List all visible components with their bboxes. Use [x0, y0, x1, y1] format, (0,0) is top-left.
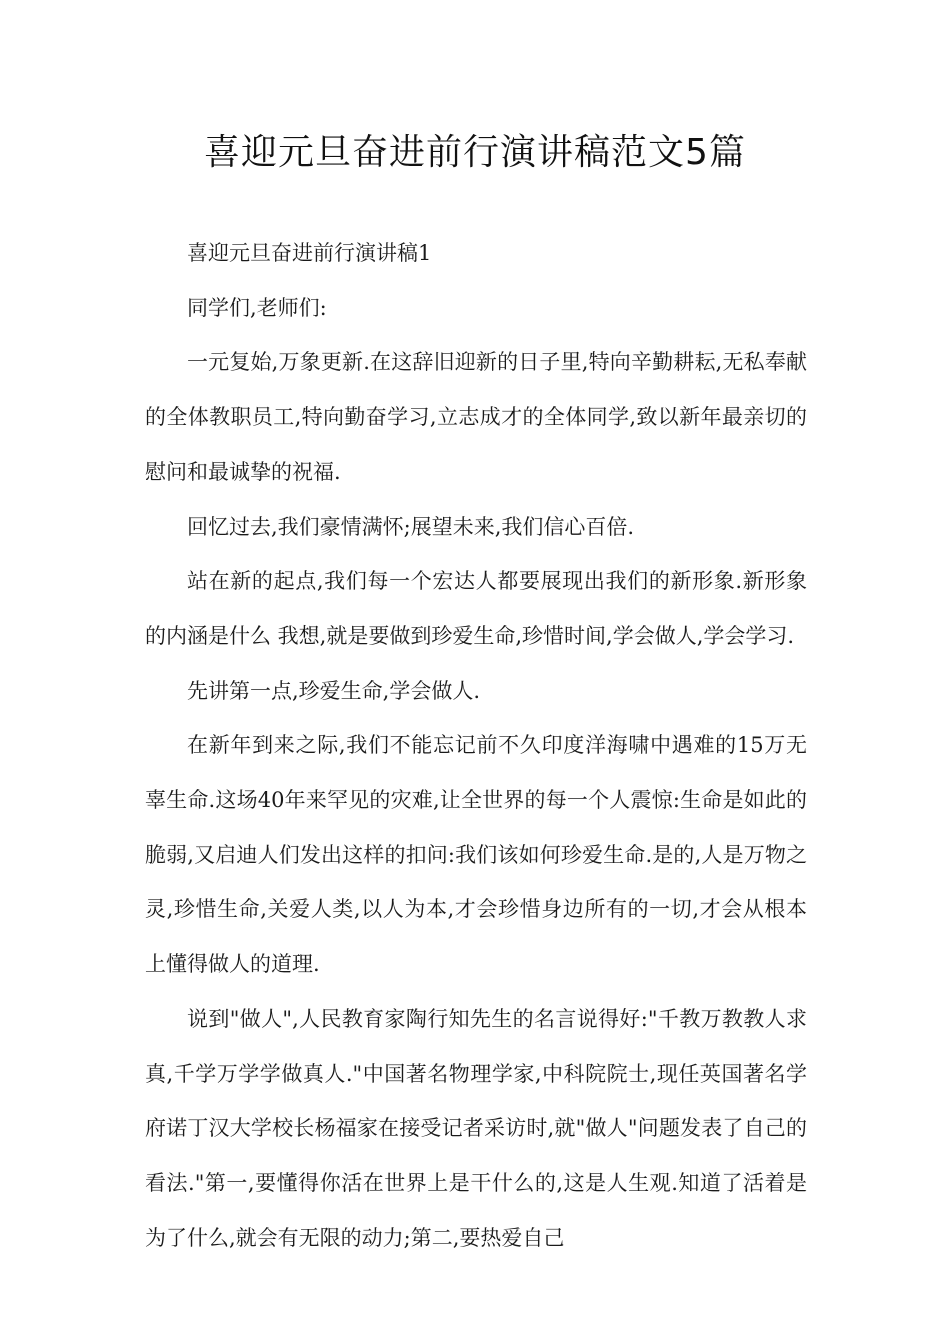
paragraph: 站在新的起点,我们每一个宏达人都要展现出我们的新形象.新形象的内涵是什么 我想,就是要做到珍爱生命,珍惜时间,学会做人,学会学习. [145, 569, 807, 648]
paragraph: 一元复始,万象更新.在这辞旧迎新的日子里,特向辛勤耕耘,无私奉献的全体教职员工,特向勤奋学习,立志成才的全体同学,致以新年最亲切的慰问和最诚挚的祝福. [145, 350, 807, 484]
document-body [145, 226, 807, 1265]
section-heading: 喜迎元旦奋进前行演讲稿1 [187, 241, 432, 265]
paragraph: 在新年到来之际,我们不能忘记前不久印度洋海啸中遇难的15万无辜生命.这场40年来罕见的灾难,让全世界的每一个人震惊:生命是如此的脆弱,又启迪人们发出这样的扣问:我们该如何珍爱生命.是的,人是万物之灵,珍惜生命,关爱人类,以人为本,才会珍惜身边所有的一切,才会从根本上懂得做人的道理. [145, 733, 807, 977]
paragraph: 先讲第一点,珍爱生命,学会做人. [187, 678, 481, 703]
paragraph: 说到"做人",人民教育家陶行知先生的名言说得好:"千教万教教人求真,千学万学学做真人."中国著名物理学家,中科院院士,现任英国著名学府诺丁汉大学校长杨福家在接受记者采访时,就"做人"问题发表了自己的看法."第一,要懂得你活在世界上是干什么的,这是人生观.知道了活着是为了什么,就会有无限的动力;第二,要热爱自己 [145, 1006, 807, 1250]
document-title: 喜迎元旦奋进前行演讲稿范文5篇 [204, 132, 746, 173]
paragraph: 回忆过去,我们豪情满怀;展望未来,我们信心百倍. [187, 514, 635, 539]
paragraph: 同学们,老师们: [187, 295, 327, 320]
